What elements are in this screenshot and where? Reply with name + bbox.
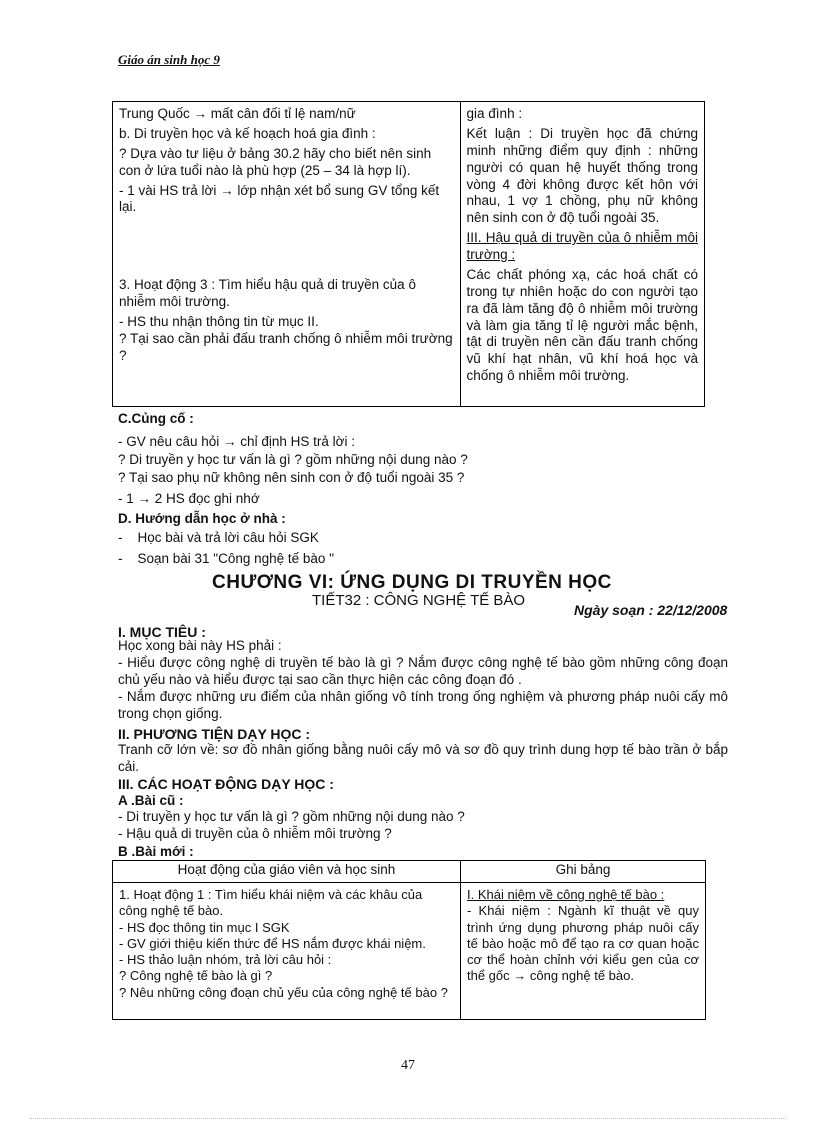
- table1-left-line: - 1 vài HS trả lời → lớp nhận xét bổ sung GV tổng kết lại.: [119, 182, 440, 215]
- table1-left-line: b. Di truyền học và kế hoạch hoá gia đình :: [119, 125, 376, 141]
- table2-head-right: Ghi bảng: [461, 861, 706, 883]
- homework-item: - Học bài và trả lời câu hỏi SGK: [118, 530, 319, 545]
- objectives-line: - Nắm được những ưu điểm của nhân giống vô tính trong ống nghiệm và phương pháp nuôi cấy mô trong chọn giống.: [118, 688, 728, 721]
- table2-left-line: - GV giới thiệu kiến thức để HS nắm được khái niệm.: [119, 935, 426, 951]
- pollution-consequence-text: Các chất phóng xạ, các hoá chất có trong tự nhiên hoặc do con người tạo ra đã làm tăng độ ô nhiễm môi trường và làm gia tăng tỉ lệ người mắc bệnh, tật di truyền nên cần đấu tranh chống vũ khí hạt nhân, vũ khí hoá học và chống ô nhiễm môi trường.: [466, 266, 698, 384]
- concept-text: - Khái niệm : Ngành kĩ thuật về quy trình ứng dụng phương pháp nuôi cấy tế bào hoặc mô để tạo ra cơ quan hoặc cơ thể hoàn chỉnh với kiểu gen của cơ thể gốc → công nghệ tế bào.: [467, 903, 699, 984]
- table1-left-line: Trung Quốc → mất cân đối tỉ lệ nam/nữ: [119, 106, 356, 121]
- page-header: Giáo án sinh học 9: [118, 52, 220, 67]
- activities-title: III. CÁC HOẠT ĐỘNG DẠY HỌC :: [118, 776, 334, 792]
- table2-left-line: - HS thảo luận nhóm, trả lời câu hỏi :: [119, 952, 332, 968]
- conclusion-text: Kết luận : Di truyền học đã chứng minh những điểm quy định : những người có quan hệ huyết thống trong vòng 4 đời không được kết hôn với nhau, 1 vợ 1 chồng, phụ nữ không nên sinh con ở độ tuổi ngoài 35.: [466, 125, 698, 226]
- objectives-line: - Hiểu được công nghệ di truyền tế bào là gì ? Nắm được công nghệ tế bào gồm những công đoạn chủ yếu nào và hiểu được tại sao cần thực hiện các công đoạn đó .: [118, 654, 728, 687]
- table1-left-cell: [113, 102, 461, 407]
- section-iii-heading: III. Hậu quả di truyền của ô nhiễm môi trường :: [466, 230, 698, 262]
- objectives-title: I. MỤC TIÊU :: [118, 624, 206, 640]
- homework-title: D. Hướng dẫn học ở nhà :: [118, 511, 286, 526]
- old-lesson-line: - Di truyền y học tư vấn là gì ? gồm những nội dung nào ?: [118, 809, 465, 824]
- table2-left-line: ? Công nghệ tế bào là gì ?: [119, 968, 273, 984]
- table2-left-line: ? Nêu những công đoạn chủ yếu của công nghệ tế bào ?: [119, 984, 448, 1000]
- table1-right-line: gia đình :: [466, 106, 523, 121]
- table1-left-line: ? Tại sao cần phải đấu tranh chống ô nhiễm môi trường ?: [119, 330, 453, 363]
- objectives-line: Học xong bài này HS phải :: [118, 638, 282, 653]
- new-lesson-title: B .Bài mới :: [118, 844, 194, 859]
- lesson-table-2: [112, 860, 706, 1020]
- homework-item-text: Soạn bài 31 "Công nghệ tế bào ": [137, 551, 334, 566]
- table2-left-line: - HS đọc thông tin mục I SGK: [119, 919, 290, 935]
- old-lesson-line: - Hậu quả di truyền của ô nhiễm môi trường ?: [118, 826, 392, 841]
- activity-1-title: 1. Hoạt động 1 : Tìm hiểu khái niệm và các khâu của công nghệ tế bào.: [119, 887, 423, 919]
- homework-item: - Soạn bài 31 "Công nghệ tế bào ": [118, 551, 334, 566]
- page-number: 47: [401, 1058, 415, 1073]
- prep-date: Ngày soạn : 22/12/2008: [574, 602, 728, 618]
- table1-right-cell: [460, 102, 704, 407]
- lesson-table-1: [112, 101, 705, 407]
- consolidate-line: ? Di truyền y học tư vấn là gì ? gồm những nội dung nào ?: [118, 452, 468, 467]
- consolidate-line: - 1 → 2 HS đọc ghi nhớ: [118, 491, 260, 506]
- consolidate-line: - GV nêu câu hỏi → chỉ định HS trả lời :: [118, 434, 355, 449]
- page-bottom-border: [30, 1118, 786, 1119]
- activity-3-title: 3. Hoạt động 3 : Tìm hiểu hậu quả di truyền của ô nhiễm môi trường.: [119, 277, 416, 310]
- table2-left-cell: [113, 883, 461, 1020]
- objectives-text: [118, 638, 728, 722]
- chapter-title: CHƯƠNG VI: ỨNG DỤNG DI TRUYỀN HỌC: [212, 572, 612, 593]
- lesson-title: TIẾT32 : CÔNG NGHỆ TẾ BÀO: [312, 592, 526, 609]
- old-lesson-title: A .Bài cũ :: [118, 793, 184, 808]
- concept-heading: I. Khái niệm về công nghệ tế bào :: [467, 887, 665, 903]
- table1-left-line: ? Dựa vào tư liệu ở bảng 30.2 hãy cho biết nên sinh con ở lứa tuổi nào là phù hợp (25 – 34 là hợp lí).: [119, 145, 432, 178]
- table2-head-left: Hoạt động của giáo viên và học sinh: [113, 861, 461, 883]
- consolidate-line: ? Tại sao phụ nữ không nên sinh con ở độ tuổi ngoài 35 ?: [118, 470, 465, 485]
- table2-right-cell: [461, 883, 706, 1020]
- methods-title: II. PHƯƠNG TIỆN DẠY HỌC :: [118, 726, 311, 742]
- table1-left-line: - HS thu nhận thông tin từ mục II.: [119, 314, 319, 329]
- homework-item-text: Học bài và trả lời câu hỏi SGK: [137, 530, 319, 545]
- methods-text: Tranh cỡ lớn về: sơ đồ nhân giống bằng nuôi cấy mô và sơ đồ quy trình dung hợp tế bào trần ở bắp cải.: [118, 742, 728, 774]
- consolidate-title: C.Củng cố :: [118, 411, 194, 426]
